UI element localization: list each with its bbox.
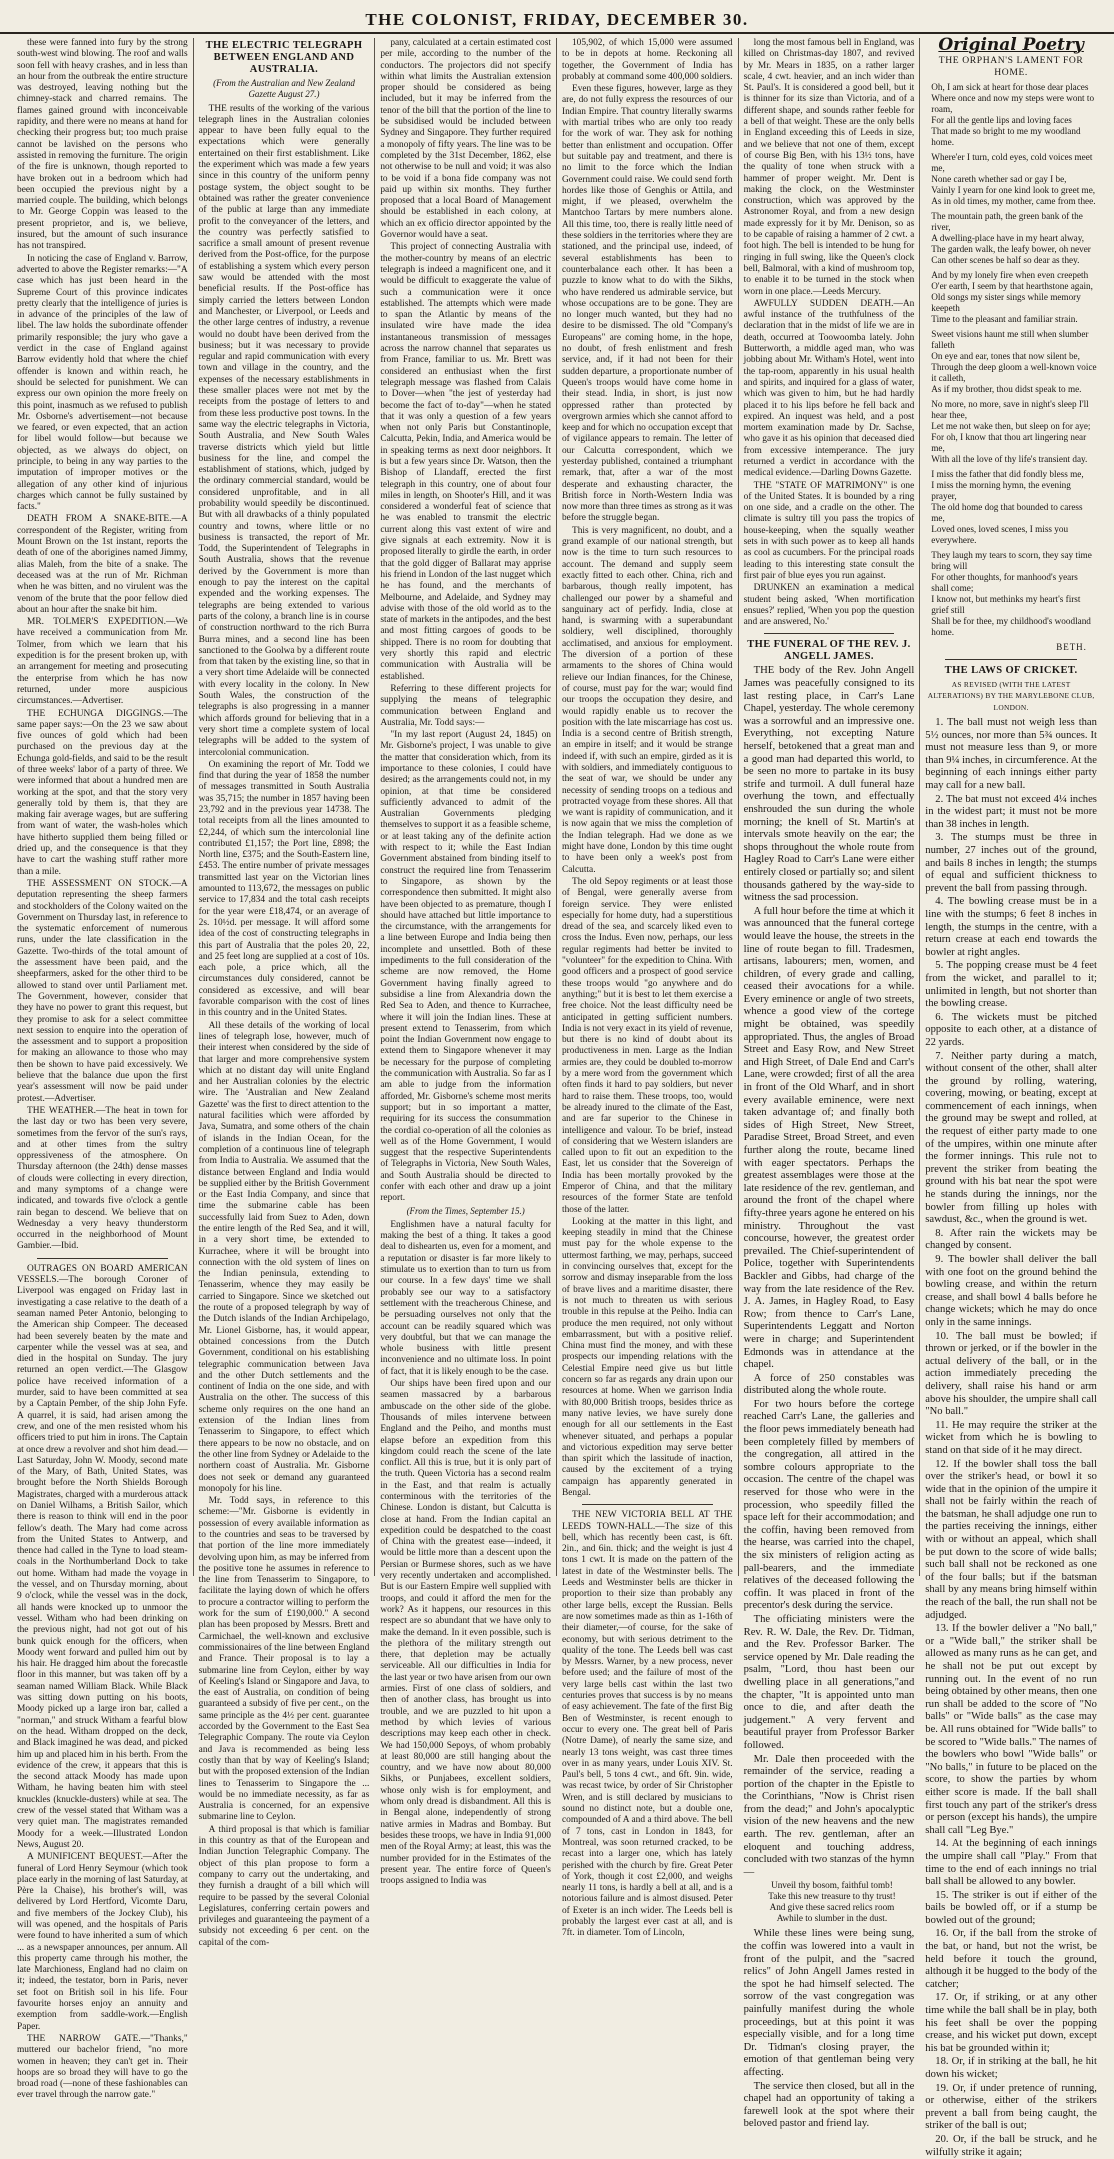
- cricket-law: 9. The bowler shall deliver the ball with one foot on the ground behind the bowling crease, and within the return crease, and shall bowl 4 balls before he change wickets; which he may do once only in the same innings.: [925, 1254, 1097, 1328]
- hymn-stanza: Unveil thy bosom, faithful tomb! Take this new treasure to thy trust! And give these sacred relics room Awhile to slumber in the dust.: [768, 1880, 896, 1924]
- cricket-law: 2. The bat must not exceed 4¼ inches in the widest part; it must not be more than 38 inches in length.: [925, 793, 1097, 830]
- article-paragraph: "In my last report (August 24, 1845) on Mr. Gisborne's project, I was unable to give the matter that consideration which, from its importance to these colonies, I could have desired; as the arrangements could not, in my opinion, at that time be considered sufficiently advanced to admit of the Australian Governments pledging themselves to support it as a feasible scheme, or at least taking any of the definite action with respect to it; while the East Indian Government abstained from binding itself to construct the required line from Tenasserim to Singapore, as shown by the correspondence then submitted. It might also have been objected to as premature, though I should have attached but little importance to the circumstance, with the arrangements for a line between Europe and India being then incomplete and unsettled. Both of these impediments to the full consideration of the scheme are now removed, the Home Government having finally agreed to subsidise a line from Alexandria down the Red Sea to Aden, and thence to Kurrachee, where it will join the Indian lines. These at present extend to Tenasserim, from which point the Indian Government now engage to extend them to Singapore whenever it may be necessary for the purpose of completing the communication with Australia. So far as I am able to judge from the information afforded, Mr. Gisborne's scheme most merits support; but in so important a matter, requiring for its success the consummation the cordial co-operation of all the colonies as well as of the Home Government, I would suggest that the respective Superintendents of Telegraphs in Victoria, New South Wales, and South Australia should be directed to confer with each other and draw up a joint report.: [380, 730, 551, 1204]
- article-paragraph: pany, calculated at a certain estimated cost per mile, according to the number of the conductors. The projectors did not specify within what limits the Australian extension proper should be considered as being included, but it may be inferred from the tenor of the bill that the portion of the line to be subsidised would be included between Sydney and Singapore. They further required a monopoly of fifty years. The line was to be completed by the 31st December, 1862, else not otherwise to be null and void; it was also to be void if a bona fide company was not paid up within six months. They further proposed that a local Board of Management should be established in each colony, at which an ex officio director appointed by the Governor would have a seat.: [380, 38, 551, 241]
- article-subheading: AS REVISED (WITH THE LATEST ALTERATIONS) BY THE MARYLEBONE CLUB, LONDON.: [927, 680, 1095, 712]
- poem-title: THE ORPHAN'S LAMENT FOR HOME.: [938, 55, 1084, 78]
- poem-stanza: Oh, I am sick at heart for those dear places Where once and now my steps were wont to roam, For all the gentle lips and loving faces That made so bright to me my woodland home.: [931, 81, 1095, 147]
- article-paragraph: THE results of the working of the various telegraph lines in the Australian colonies appear to have been fully equal to the expectations which were generally entertained on their first establishment. Like the experiment which was made a few years since in this country of the uniform penny postage system, the object sought to be obtained was rather the greater convenience of the public at large than any immediate profit to the conveyancer of the letters, and the country was perfectly satisfied to sacrifice a small amount of present revenue derived from the Post-office, for the purpose of establishing a system which every person saw would be attended with the most beneficial results. If the Post-office has simply carried the letters between London and Manchester, or Liverpool, or Leeds and the other large centres of industry, a revenue would no doubt have been derived from the business; but it was necessary to provide regular and rapid communication with every town and village in the country, and the expenses of the necessary establishments in these smaller places were not met by the receipts from the postage of letters to and from these less productive post towns. In the same way the electric telegraphs in Victoria, South Australia, and New South Wales traverse districts which yield but little business for the line, and compel the establishment of stations, which, judged by the ordinary commercial standard, would be considered unprofitable, and in all probability would speedily be discontinued. But with all drawbacks of a thinly populated country and towns, where little or no business is transacted, the report of Mr. Todd, the Superintendent of Telegraphs in South Australia, shows that the revenue derived by the Government is more than enough to pay the interest on the capital expended and the working expenses. The telegraphs are being extended to various parts of the colony, a branch line is in course of construction northward to the rich Burra Burra mines, and a second line has been sanctioned to the Goolwa by a different route from that taken by the existing line, so that in a very short time Adelaide will be connected with every locality in the colony. In New South Wales, the construction of the telegraphs is also progressing in a manner which affords ground for believing that in a very short time a complete system of local telegraphs will be added to the system of intercolonial communication.: [198, 103, 370, 758]
- cricket-law: 19. Or, if under pretence of running, or otherwise, either of the strikers prevent a ball from being caught, the striker of the ball is out;: [925, 2082, 1097, 2132]
- article-paragraph: THE "STATE OF MATRIMONY" is one of the United States. It is bounded by a ring on one side, and a cradle on the other. The climate is sultry till you pass the tropics of house-keeping, when the squally weather sets in with such power as to keep all hands as cool as cucumbers. For the principal roads leading to this interesting state consult the first pair of blue eyes you run against.: [743, 480, 915, 581]
- cricket-law: 16. Or, if the ball from the stroke of the bat, or hand, but not the wrist, be held before it touch the ground, although it be hugged to the body of the catcher;: [925, 1928, 1097, 1990]
- article-paragraph: OUTRAGES ON BOARD AMERICAN VESSELS.—The borough Coroner of Liverpool was engaged on Friday last in investigating a case relative to the death of a seaman named Peter Antonio, belonging to the American ship Compeer. The deceased had been severely beaten by the mate and carpenter while the vessel was at sea, and died in the hospital on Sunday. The jury returned an open verdict.—The Glasgow police have received information of a murder, said to have been committed at sea by a Captain Pember, of the ship John Fyfe. A quarrel, it is said, had arisen among the crew, and one of the men resisted whom his officers tried to put him in irons. The Captain at once drew a revolver and shot him dead.—Last Saturday, John W. Moody, second mate of the Mary, of Bath, United States, was brought before the North Shields Borough Magistrates, charged with a murderous attack on Daniel Wilhams, a British Sailor, which there is reason to think will end in the poor fellow's death. The Mary had come across from the United States to Antwerp, and thence had called in the Tyne to load steam-coals in the Northumberland Dock to take out home. Witham had made the voyage in the vessel, and on Thursday morning, about 9 o'clock, while the vessel was in the dock, all hands were knocked up to unmoor the vessel. Witham who had been drinking on the previous night, had not got out of his bunk quick enough for the officers, when Moody went forward and pulled him out by his hair. He dragged him about the forecastle floor in this manner, but was taken off by a seaman named William Black. While Black was sitting down putting on his boots, Moody picked up a large iron bar, called a "norman," and struck Witham a fearful blow on the head. Witham dropped on the deck, and Black imagined he was dead, and picked him up and placed him in his berth. From the evidence of the crew, it appears that this is the second attack Moody has made upon Witham, he having beaten him with steel knuckles (knuckle-dusters) while at sea. The crew of the vessel stated that Witham was a very quiet man. The magistrates remanded Moody for a week.—Illustrated London News, August 20.: [17, 1263, 188, 1850]
- article-paragraph: long the most famous bell in England, was killed on Christmas-day 1807, and revived by Mr. Mears in 1835, on a rather larger scale, 4 cwt. heavier, and an inch wider than St. Paul's. It is considered a good bell, but it is thinner for its size than Victoria, and of a different shape, and sounds rather feeble for a bell of that weight. These are the only bells in England exceeding this of Leeds in size, and we believe that not one of them, except of course Big Ben, with his 13½ tons, have the quality of tone when struck with a hammer of proper weight. Mr. Dent is making the clock, on the Westminster construction, which was approved by the Astronomer Royal, and from a new design made expressly for it by Mr. Denison, so as to be capable of raising a hammer of 2 cwt. a foot high. The bell is intended to be hung for ringing in full swing, like the Queen's clock bell, Balmoral, with a kind of mushroom top, to enable it to be turned in the stock when worn in one place.—Leeds Mercury.: [743, 38, 915, 297]
- article-paragraph: A full hour before the time at which it was announced that the funeral cortege would leave the house, the streets in the line of route began to fill. Tradesmen, artisans, labourers; men, women, and children, of every grade and calling, ceased their avocations for a while. Every eminence or angle of two streets, whence a good view of the cortege might be obtained, was speedily appropriated. Thus, the angles of Broad Street and Easy Row, and New Street and High Street, of Dale End and Carr's Lane, were crowded; first of all the area in front of the Old Wharf, and in short every available eminence, were next taken advantage of; and finally both sides of High Street, New Street, Paradise Street, Broad Street, and even further along the route, became lined with eager spectators. Perhaps the greatest assemblages were those at the late residence of the rev. gentleman, and around the front of the chapel where fifty-three years agone he entered on his ministry. Throughout the vast concourse, however, the greatest order prevailed. The Chief-superintendent of Police, together with Superintendents Backler and Gibbs, had charge of the way from the late residence of the Rev. J. A. James, in Hagley Road, to Easy Row; from thence to Carr's Lane, Superintendents Leggatt and Norton were in charge; and Superintendent Edmonds was in attendance at the chapel.: [743, 905, 915, 1371]
- article-paragraph: A MUNIFICENT BEQUEST.—After the funeral of Lord Henry Seymour (which took place early in the morning of last Saturday, at Père la Chaise), his brother's will, was delivered by Lord Hertford, Vicomte Daru, and five members of the Jockey Club), his will was opened, and the hospitals of Paris were found to have inherited a sum of which ... as a newspaper announces, per annum. All this property came through his mother, the late Marchioness, England had no claim on it; indeed, the testator, born in Paris, never set foot on British soil in his life. Four favourite horses enjoy an annuity and exemption from saddle-work.—English Paper.: [17, 1852, 188, 2032]
- article-paragraph: Mr. Dale then proceeded with the remainder of the service, reading a portion of the chapter in the Epistle to the Corinthians, "Now is Christ risen from the dead;" and John's apocalyptic vision of the new heavens and the new earth. The rev. gentleman, after an eloquent and touching address, concluded with two stanzas of the hymn—: [743, 1753, 915, 1878]
- article-paragraph: This is very magnificent, no doubt, and a grand example of our national strength, but now is the time to turn such resources to account. The demand and supply seem exactly fitted to each other. China, rich and barbarous, though really impotent, has challenged our power by a shameful and sanguinary act of perfidy. India, close at hand, is swarming with a superabundant soldiery, well disciplined, thoroughly acclimatised, and anxious for employment. The diversion of a portion of these armaments to the shores of China would relieve our Indian finances, for the Chinese, of course, must pay for the war; would find our troops the occupation they desire, and would rapidly enable us to recover the position with the late miscarriage has cost us. India is a second centre of British strength, an empire in itself; and it would be strange indeed if, with such an empire, girded as it is with soldiers, and immediately contiguous to the seat of war, we should be under any necessity of sending troops on a tedious and protracted voyage from these shores. All that we want is rapidity of communication, and it is now again that we miss the completion of the Indian telegraph. Had we done as we might have done, London by this time ought to have been only a week's post from Calcutta.: [561, 525, 733, 875]
- article-source: (From the Times, September 15.): [406, 1205, 525, 1216]
- article-paragraph: All these details of the working of local lines of telegraph lose, however, much of their interest when considered by the side of that larger and more comprehensive system which at no distant day will unite England and her Australian colonies by the electric wire. The 'Australian and New Zealand Gazette' was the first to direct attention to the natural facilities which were afforded by Java, Sumatra, and some others of the chain of islands in the Indian Ocean, for the completion of a continuous line of telegraph from India to Australia. We assumed that the distance between England and India would be supplied either by the British Government or the East India Company, and since that time the submarine cable has been successfully laid from Suez to Aden, down the entire length of the Red Sea, and it will, in a very short time, be extended to Kurrachee, where it will be brought into connection with the old system of lines on the Indian peninsula, extending to Tenasserim, whence they may easily be carried to Singapore. Since we sketched out the route of a proposed telegraph by way of the Dutch islands of the Indian Archipelago, Mr. Lionel Gisborne, has, it would appear, obtained concessions from the Dutch Government, conditional on his establishing telegraphic communication between Java and the other Dutch settlements and the continent of India on the one side, and with Australia on the other. The success of this scheme only requires on the one hand an extension of the Indian lines from Tenasserim to Singapore, to effect which there appears to be now no obstacle, and on the other line from Sydney or Adelaide to the northern coast of Australia. Mr. Gisborne does not seek or demand any guaranteed monopoly for his line.: [198, 1020, 370, 1494]
- cricket-law: 11. He may require the striker at the wicket from which he is bowling to stand on that side of it he may direct.: [925, 1419, 1097, 1456]
- masthead: [0, 0, 1114, 34]
- poem-stanza: The mountain path, the green bank of the river, A dwelling-place have in my heart alway, The garden walk, the leafy bower, oh never Can other scenes be half so dear as they.: [931, 210, 1091, 265]
- article-paragraph: A force of 250 constables was distributed along the whole route.: [743, 1372, 915, 1397]
- divider: [582, 1504, 713, 1505]
- poem-signature: BETH.: [1056, 641, 1087, 652]
- article-paragraph: THE NARROW GATE.—"Thanks," muttered our bachelor friend, "no more women in heaven; they can't get in. Their hoops are so broad they will have to go the broad road (—none of these fashionables can ever travel through the narrow gate.": [17, 2033, 188, 2101]
- divider: [37, 1258, 168, 1259]
- cricket-law: 15. The striker is out if either of the bails be bowled off, or if a stump be bowled out of the ground;: [925, 1889, 1097, 1926]
- cricket-law: 1. The ball must not weigh less than 5½ ounces, nor more than 5¾ ounces. It must not measure less than 9, or more than 9¼ inches, in circumference. At the beginning of each innings either party may call for a new ball.: [925, 717, 1097, 792]
- poem-stanza: Where'er I turn, cold eyes, cold voices meet me, None careth whether sad or gay I be, Vainly I yearn for one kind look to greet me, As in old times, my mother, came from thee.: [931, 151, 1096, 206]
- cricket-law: 3. The stumps must be three in number, 27 inches out of the ground, and bails 8 inches in length; the stumps of equal and sufficient thickness to prevent the ball from passing through.: [925, 832, 1097, 894]
- article-paragraph: This project of connecting Australia with the mother-country by means of an electric telegraph is indeed a magnificent one, and it would be difficult to exaggerate the value of such a communication were it once established. The attempts which were made to span the Atlantic by means of the insulated wire have made the idea instantaneous transmission of messages across the narrow channel that separates us from France, familiar to us. Mr. Brett was considered an enthusiast when the first telegraph message was flashed from Calais to Dover—when "the jest of yesterday had become the fact of to-day"—when he stated that it was only a question of a few years when not only Paris but Constantinople, Calcutta, Pekin, India, and America would be in speaking terms as next door neighbors. It is but a few years since Dr. Watson, then the Bishop of Llandaff, erected the first telegraph in this country, one of about four miles in length, on Shooter's Hill, and it was considered a wonderful feat of science that he was enabled to transmit the electric current along this vast extent of wire and give signals at each extremity. Now it is proposed literally to girdle the earth, in order that the gold digger of Ballarat may apprise his friend in London of the last nugget which he has found, and the merchants of Melbourne, and Adelaide, and Sydney may advise with those of the old world as to the state of markets in the antipodes, and the best and most fitting cargoes of goods to be shipped. There is no room for doubting that very shortly this rapid and electric communication with Australia will be established.: [380, 242, 551, 682]
- column-2: [194, 38, 376, 1948]
- article-headline: THE LAWS OF CRICKET.: [944, 665, 1078, 677]
- column-5: [739, 38, 921, 2130]
- cricket-law: 4. The bowling crease must be in a line with the stumps; 6 feet 8 inches in length, the stumps in the centre, with a return crease at each end towards the bowler at right angles.: [925, 896, 1097, 958]
- article-paragraph: On examining the report of Mr. Todd we find that during the year of 1858 the number of messages transmitted in South Australia was 35,715; the number in 1857 having been 23,792 and in the previous year 14738. The total receipts from all the lines amounted to £2,244, of which sum the intercolonial line contributed £1,157; the Port line, £898; the North line, £375; and the South-Eastern line, £453. The entire number of private messages transmitted last year on the Victorian lines amounted to 113,672, the messages on public service to 17,834 and the total cash receipts for the year were £18,474, or an average of 2s. 10½d. per message. It will afford some idea of the cost of constructing telegraphs in this part of Australia that the poles 20, 22, and 25 feet long are supplied at a cost of 10s. each pole, a price which, all the circumstances duly considered, cannot be considered as excessive, and will bear favorable comparison with the cost of lines in this country and in the United States.: [198, 759, 370, 1019]
- article-headline: THE ELECTRIC TELEGRAPH BETWEEN ENGLAND AND AUSTRALIA.: [205, 40, 363, 75]
- article-paragraph: The service then closed, but all in the chapel had an opportunity of taking a farewell look at the spot where their beloved pastor and friend lay.: [743, 2080, 915, 2130]
- newspaper-columns: [12, 35, 1102, 2158]
- article-paragraph: While these lines were being sung, the coffin was lowered into a vault in front of the pulpit, and the "sacred relics" of John Angell James rested in the spot he had himself selected. The sorrow of the vast congregation was painfully manifest during the whole proceedings, but at this point it was especially visible, and for a long time Dr. Tidman's closing prayer, the emotion of that gentleman being very affecting.: [743, 1928, 915, 2078]
- article-source: (From the Australian and New Zealand Gazette August 27.): [213, 78, 355, 100]
- cricket-law: 7. Neither party during a match, without consent of the other, shall alter the ground by rolling, watering, covering, mowing, or beating, except at commencement of each innings, when the ground may be swept and rolled, at the request of either party made to one of the umpires, within one minute after the former innings. This rule not to prevent the striker from beating the ground with his bat near the spot were he stands during the innings, nor the bowler from filling up holes with sawdust, &c., when the ground is wet.: [925, 1050, 1097, 1226]
- cricket-law: 6. The wickets must be pitched opposite to each other, at a distance of 22 yards.: [925, 1011, 1097, 1048]
- article-paragraph: THE body of the Rev. John Angell James was peacefully consigned to its last resting place, in Carr's Lane Chapel, yesterday. The whole ceremony was a sorrowful and an impressive one. Everything, not excepting Nature herself, betokened that a great man and a good man had departed this world, to be seen no more to partake in its busy strife and turmoil. A dull funeral haze overhung the town, and effectually enshrouded the sun during the whole morning; the knell of St. Martin's at intervals smote heavily on the ear; the shops throughout the whole route from Hagley Road to Carr's Lane were either entirely closed or partially so; and silent thousands gathered by the way-side to witness the sad procession.: [743, 665, 915, 904]
- poem-stanza: I miss the father that did fondly bless me, I miss the morning hymn, the evening prayer, The old home dog that bounded to caress me, Loved ones, loved scenes, I miss you everywhere.: [931, 468, 1084, 545]
- article-paragraph: THE ASSESSMENT ON STOCK.—A deputation representing the sheep farmers and stockholders of the Colony waited on the Government on Thursday last, in reference to the systematic enforcement of numerous runs, under the late classification in the Gazette. Two-thirds of the total amount of the assessment have been paid, and the sheepfarmers, asked for the other third to be allowed to stand over until Parliament met. The Government, however, consider that they have no power to grant this request, but they promise to ask for a select committee next session to enquire into the operation of the assessment and to support a proposition for making an allowance to those who may then be shown to have paid excessively. We believe that the balance due upon the first year's assessment will now be paid under protest.—Advertiser.: [17, 878, 188, 1104]
- article-headline: THE FUNERAL OF THE REV. J. ANGELL JAMES.: [747, 639, 911, 663]
- cricket-law: 14. At the beginning of each innings the umpire shall call "Play." From that time to the end of each innings no trial ball shall be allowed to any bowler.: [925, 1838, 1097, 1888]
- column-6: [920, 35, 1102, 2158]
- article-paragraph: AWFULLY SUDDEN DEATH.—An awful instance of the truthfulness of the declaration that in the midst of life we are in death, occurred at Toowoomba lately. John Butterworth, a middle aged man, who was jobbing about Mr. Witham's Hotel, went into the tap-room, apparently in his usual health and spirits, and inquired for a glass of water, which was given to him, but he had hardly placed it to his lips before he fell back and expired. An inquest was held, and a post mortem examination made by Dr. Sachse, who gave it as his opinion that deceased died from excessive intemperance. The jury returned a verdict in accordance with the medical evidence.—Darling Downs Gazette.: [743, 298, 915, 479]
- article-paragraph: Even these figures, however, large as they are, do not fully express the resources of our Indian Empire. That country literally swarms with martial tribes who are only too ready for the work of war. They ask for nothing better than enlistment and occupation. Offer but suitable pay and treatment, and there is no limit to the force which the Indian Government could raise. We could send forth hordes like those of Genghis or Attila, and might, if we pleased, overwhelm the Mantchoo Tartars by mere numbers alone. All this time, too, there is really little need of these soldiers in the territories where they are stationed, and the principal use, indeed, of several establishments has been to counterbalance each other. It has been a puzzle to know what to do with the Sikhs, who have rendered us admirable service, but whose occupations are to be gone. They are no longer much wanted, but they had no desire to be dismissed. The old "Company's Europeans" are coming home, in the hope, no doubt, of fresh enlistment and fresh service, and, if it had not been for their sudden departure, a proportionate number of Queen's troops would have come home in their stead. India, in short, is just now oppressed rather than protected by overgrown armies which she cannot afford to keep and for which no occupation except that of vigilance appears to remain. The letter of our Calcutta correspondent, which we yesterday published, contained a triumphant remark, that, after a war of the most desperate and exhausting character, the British force in North-Western India was now more than three times as strong as it was before the struggle began.: [561, 84, 733, 524]
- article-paragraph: DRUNKEN an examination a medical student being asked, 'When mortification ensues?' replied, 'When you pop the question and are answered, No.': [743, 583, 915, 628]
- article-paragraph: For two hours before the cortege reached Carr's Lane, the galleries and the floor pews immediately beneath had been completely filled by members of the congregation, all attired in the sombre colours appropriate to the occasion. The centre of the chapel was reserved for those who were in the procession, who speedily filled the space left for their accommodation; and the coffin, having been removed from the hearse, was carried into the chapel, the six ministers of religion acting as pall-bearers, and the immediate relatives of the deceased following the coffin. It was placed in front of the precentor's desk during the service.: [743, 1398, 915, 1612]
- poem-stanza: They laugh my tears to scorn, they say time bring will For other thoughts, for manhood's years shall come; I know not, but methinks my heart's first grief still Shall be for thee, my childhood's woodland home.: [931, 549, 1092, 637]
- article-paragraph: THE NEW VICTORIA BELL AT THE LEEDS TOWN-HALL.—The size of this bell, which has recently been cast, is 6ft. 2in., and 6in. thick; and the weight is just 4 tons 1 cwt. It is made on the pattern of the latest in date of the Westminster bells. The Leeds and Westminster bells are thicker in proportion to their size than probably any other large bells, except the Russian. Bells are now sometimes made as thin as 1-16th of their diameter,—of course, for the sake of economy, but with serious detriment to the quality of the tone. The Leeds bell was cast by Messrs. Warner, by a new process, never before used; and the failure of most of the very large bells cast within the last two centuries proves that success is by no means of easy achievement. The fate of the first Big Ben of Westminster, is recent enough to occur to every one. The great bell of Paris (Notre Dame), of nearly the same size, and nearly 13 tons weight, was cast three times over in as many years, under Louis XIV. St. Paul's bell, 5 tons 4 cwt., and 6ft. 9in. wide, was recast twice, by order of Sir Christopher Wren, and is still declared by musicians to sound no distinct note, but a double one, compounded of A and a third above. The bell of 7 tons, cast in London in 1843, for Montreal, was soon returned cracked, to be recast into a larger one, which has lately perished with the church by fire. Great Peter of York, though it cost £2,000, and weighs nearly 11 tons, is hardly a bell at all, and is a notorious failure and is almost disused. Peter of Exeter is an inch wider. The Leeds bell is probably the largest ever cast at all, and is 7ft. in diameter. Tom of Lincoln,: [561, 1510, 733, 1939]
- divider: [945, 659, 1077, 660]
- article-paragraph: A third proposal is that which is familiar in this country as that of the European and Indian Junction Telegraphic Company. The object of this plan propose to form a company to carry out the undertaking, and they furnish a draught of a bill which will require to be passed by the several Colonial Legislatures, conferring certain powers and privileges and guaranteeing the payment of a subsidy not exceeding 6 per cent. on the capital of the com-: [198, 1824, 370, 1948]
- newspaper-title: THE COLONIST, FRIDAY, DECEMBER 30.: [365, 10, 749, 29]
- cricket-law: 12. If the bowler shall toss the ball over the striker's head, or bowl it so wide that in the opinion of the umpire it shall not be fairly within the reach of the batsman, he shall adjudge one run to the parties receiving the innings, either with or without an appeal, which shall be put down to the score of wide balls; such ball shall not be reckoned as one of the four balls; but if the batsman shall by any means bring himself within the reach of the ball, the run shall not be adjudged.: [925, 1458, 1097, 1621]
- poem-stanza: No more, no more, save in night's sleep I'll hear thee, Let me not wake then, but sleep on for aye; For oh, I know that thou art lingering near me, With all the love of thy life's transient day.: [931, 398, 1091, 464]
- article-paragraph: The officiating ministers were the Rev. R. W. Dale, the Rev. Dr. Tidman, and the Rev. Professor Barker. The service opened by Mr. Dale reading the psalm, "Lord, thou hast been our dwelling place in all generations,"and the chapter, "It is appointed unto man once to die, and after death the judgement." A very fervent and beautiful prayer from Professor Barker followed.: [743, 1613, 915, 1751]
- article-paragraph: In noticing the case of England v. Barrow, adverted to above the Register remarks:—"A case which has just been heard in the Supreme Court of this province indicates pretty clearly that the intelligence of juries is in advance of the principles of the law of libel. The law holds the subordinate offender primarily responsible; the jury who gave a verdict in the case of England against Barrow evidently hold that where the chief offender is known and within reach, he should be selected for punishment. We can express our own opinion the more freely on this point, inasmuch as we refused to publish Mr. Osborne's advertisement—not because we feared, or even expected, that an action for libel would follow—but because we objected, as we always do object, on principle, to being in any way parties to the imputation of improper motives or the allegation of any other kind of injurious charges which cannot be fully sustained by facts.": [17, 253, 188, 513]
- divider: [764, 633, 895, 634]
- poem-stanza: Sweet visions haunt me still when slumber falleth On eye and ear, tones that now silent be, Through the deep gloom a well-known voice it calleth, As if my brother, thou didst speak to me.: [931, 328, 1097, 394]
- article-paragraph: Our ships have been fired upon and our seamen massacred by a barbarous ambuscade on the other side of the globe. Thousands of miles intervene between England and the Peiho, and months must elapse before an expedition from this kingdom could reach the scene of the late conflict. All this is true, but it is only part of the truth. Queen Victoria has a second realm in the East, and that realm is actually conterminous with the territories of the Chinese. London is distant, but Calcutta is close at hand. From the Indian capital an expedition could be despatched to the coast of China with the greatest ease—indeed, it would be little more than a descent upon the Persian or Burmese shores, such as we have very recently undertaken and accomplished. But is our Eastern Empire well supplied with troops, and could it afford the men for the work? As it happens, our resources in this respect are so abundant that we have only to make the demand. In it even possible, such is the plethora of the military strength out there, that depletion may be actually serviceable. All our difficulties in India for the last year or two have arisen from our own armies. First of one class of soldiers, and then of another class, has brought us into trouble, and we are puzzled to hit upon a method by which levies of various descriptions may keep each other in check. We had 150,000 Sepoys, of whom probably at least 80,000 are still hanging about the country, and we have now about 80,000 Sikhs, or Punjabees, excellent soldiers, whose only wish is for employment, and whom only dread is disbandment. All this is in Bengal alone, independently of strong native armies in Madras and Bombay. But besides these troops, we have in India 91,000 men of the Royal Army; at least, this was the number provided for in the Estimates of the present year. The entire force of Queen's troops assigned to India was: [380, 1379, 551, 1887]
- article-paragraph: Referring to these different projects for supplying the means of telegraphic communication between England and Australia, Mr. Todd says:—: [380, 683, 551, 728]
- cricket-law: 13. If the bowler deliver a "No ball," or a "Wide ball," the striker shall be allowed as many runs as he can get, and he shall not be put out except by running out. In the event of no run being obtained by other means, then one run shall be added to the score of "No balls" or "Wide balls" as the case may be. All runs obtained for "Wide balls" to be scored to "Wide balls." The names of the bowlers who bowl "Wide balls" or "No balls," in future to be placed on the score, to show the parties by whom either score is made. If the ball shall first touch any part of the striker's dress or person (except his hands), the umpire shall call "Leg Bye.": [925, 1623, 1097, 1836]
- poem-stanza: And by my lonely fire when even creepeth O'er earth, I seem by that hearthstone again, Old songs my sister sings while memory keepeth Time to the pleasant and familiar strain.: [931, 269, 1093, 324]
- cricket-law: 17. Or, if striking, or at any other time while the ball shall be in play, both his feet shall be over the popping crease, and his wicket put down, except his bat be grounded within it;: [925, 1992, 1097, 2054]
- article-paragraph: Mr. Todd says, in reference to this scheme:—"Mr. Gisborne is evidently in possession of every available information as to the countries and seas to be traversed by that portion of the line more immediately devolving upon him, as may be inferred from the positive tone he assumes in reference to the line from Tenasserim to Singapore, to facilitate the laying down of which he offers to procure a contractor willing to perform the work for the sum of £190,000." A second plan has been proposed by Messrs. Brett and Carmichael, the well-known and exclusive commissionaires of the line between England and France. Their proposal is to lay a submarine line from Ceylon, either by way of Keeling's Island or Singapore and Java, to the east of Australia, on condition of being guaranteed a subsidy of five per cent., on the same principle as the 4½ per cent. guarantee accorded by the Government to the East Sea Telegraphic Company. The route via Ceylon and Java is recommended as being less costly than that by way of Keeling's Island; but with the proposed extension of the Indian lines to Tenasserim to Singapore the ... would be no immediate necessity, as far as Australia is concerned, for an expensive submarine line to Ceylon.: [198, 1496, 370, 1823]
- section-header-poetry: Original Poetry: [938, 35, 1084, 55]
- article-paragraph: MR. TOLMER'S EXPEDITION.—We have received a communication from Mr. Tolmer, from which we learn that his expedition is for the present broken up, with an arrangement for meeting and prosecuting the enterprise from which he has now returned, under more auspicious circumstances.—Advertiser.: [17, 617, 188, 707]
- article-paragraph: Looking at the matter in this light, and keeping steadily in mind that the Chinese must pay for the whole expense to the uttermost farthing, we may, perhaps, succeed in convincing ourselves that, except for the sorrow and dismay inseparable from the loss of brave lives and a maritime disaster, there is not much to threaten us with serious trouble in this repulse at the Peiho. India can produce the men required, not only without embarrassment, but with a positive relief. China must find the money, and with these prospects our impending relations with the Celestial Empire need give us but little concern so far as regards any drain upon our resources at home. When we garrison India with 80,000 British troops, besides thrice as many native levies, we have surely done enough for all our settlements in the East whenever situated, and perhaps a popular and victorious expedition may serve better than spirit which the lassitude of inaction, caused by the excitement of a trying campaign has apparently generated in Bengal.: [561, 1216, 733, 1498]
- cricket-law: 20. Or, if the ball be struck, and he wilfully strike it again;: [925, 2133, 1097, 2158]
- cricket-law: 10. The ball must be bowled; if thrown or jerked, or if the bowler in the actual delivery of the ball, or in the action immediately preceding the delivery, shall raise his hand or arm above his shoulder, the umpire shall call "No ball.": [925, 1330, 1097, 1418]
- article-paragraph: The old Sepoy regiments or at least those of Bengal, were generally averse from foreign service. They were enlisted especially for home duty, had a superstitious dread of the sea, and scarcely liked even to cross the Indus. Even now, perhaps, our less regular regiments had better be invited to "volunteer" for the expedition to China. With good officers and a prospect of good service these troops would "go anywhere and do anything;" but it is best to let them exercise a free choice. Not the least difficulty need be anticipated in getting sufficient numbers. India is not very exact in its yield of revenue, but there is no kind of doubt about its productiveness in men. Large as the Indian armies are, they could be doubled to-morrow by a mere word from the government which often finds it hard to pay soldiers, but never hard to raise them. These troops, too, would be already inured to the climate of the East, and are far superior to the Chinese in intelligence and valour. To be brief, instead of considering that we Western islanders are called upon to fit out an expedition to the East, let us consider that the Sovereign of India has been mortally provoked by the Emperor of China, and that the military resources of the former State are tenfold those of the latter.: [561, 876, 733, 1215]
- article-paragraph: THE WEATHER.—The heat in town for the last day or two has been very severe, sometimes from the fervor of the sun's rays, and at other times from the sultry oppressiveness of the atmosphere. On Thursday afternoon (the 24th) dense masses of clouds were collecting in every direction, and many symptoms of a change were indicated, and towards five o'clock a gentle rain began to descend. We believe that on Wednesday a very heavy thunderstorm occurred in the neighborhood of Mount Gambier.—Ibid.: [17, 1105, 188, 1252]
- column-3: [375, 38, 557, 1887]
- article-paragraph: 105,902, of which 15,000 were assumed to be in depots at home. Reckoning all together, the Government of India has probably at command some 400,000 soldiers.: [561, 38, 733, 82]
- cricket-law: 5. The popping crease must be 4 feet from the wicket, and parallel to it; unlimited in length, but not shorter than the bowling crease.: [925, 960, 1097, 1010]
- cricket-law: 8. After rain the wickets may be changed by consent.: [925, 1227, 1097, 1252]
- cricket-law: 18. Or, if in striking at the ball, he hit down his wicket;: [925, 2056, 1097, 2081]
- article-paragraph: DEATH FROM A SNAKE-BITE.—A correspondent of the Register, writing from Mount Brown on the 1st instant, reports the death of one of the aborigines named Jimmy, alias Maleh, from the bite of a snake. The deceased was at the run of Mr. Richman when he was bitten, and no virulent was the venom of the brute that the poor fellow died about an hour after the snake bit him.: [17, 514, 188, 615]
- column-1: [12, 38, 194, 2101]
- article-paragraph: Englishmen have a natural faculty for making the best of a thing. It takes a good deal to dishearten us, even for a moment, and a reputation or disaster is far more likely to stimulate us to exertion than to turn us from our course. In a few days' time we shall probably see our way to a satisfactory settlement with the treacherous Chinese, and be persuading ourselves not only that the account can be readily squared which was very doubtful, but that we can manage the whole business with little present inconvenience and no ultimate loss. In point of fact, that it is likely enough to be the case.: [380, 1219, 551, 1377]
- article-paragraph: these were fanned into fury by the strong south-west wind blowing. The roof and walls soon fell with heavy crashes, and in less than an hour from the outbreak the entire structure was destroyed, leaving nothing but the chimney-stack and charred remains. The flames gained ground with inconceivable rapidity, and there were no means at hand for checking their progress but; too much praise cannot be lavished on the persons who assisted in removing the furniture. The origin of the fire is unknown, though reported to have broken out in a bedroom which had been occupied the previous night by a married couple. The building, which belongs to Mr. George Coppin was leased to the present proprietor, and is, we believe, insured, but the amount of such insurance has not transpired.: [17, 38, 188, 252]
- column-4: [557, 38, 739, 1939]
- article-paragraph: THE ECHUNGA DIGGINGS.—The same paper says:—On the 23 we saw about five ounces of gold which had been purchased on the previous day at the Echunga gold-fields, and said to be the result of three weeks' labor of a party of three. We were informed that about a hundred men are working at the spot, and that the story very generally told by them is, that they are making fair average wages, but are suffering from want of water, the wash-holes which have hitherto supplied them being filled or dried up, and the consequence is that they have to cart the washing stuff rather more than a mile.: [17, 708, 188, 877]
